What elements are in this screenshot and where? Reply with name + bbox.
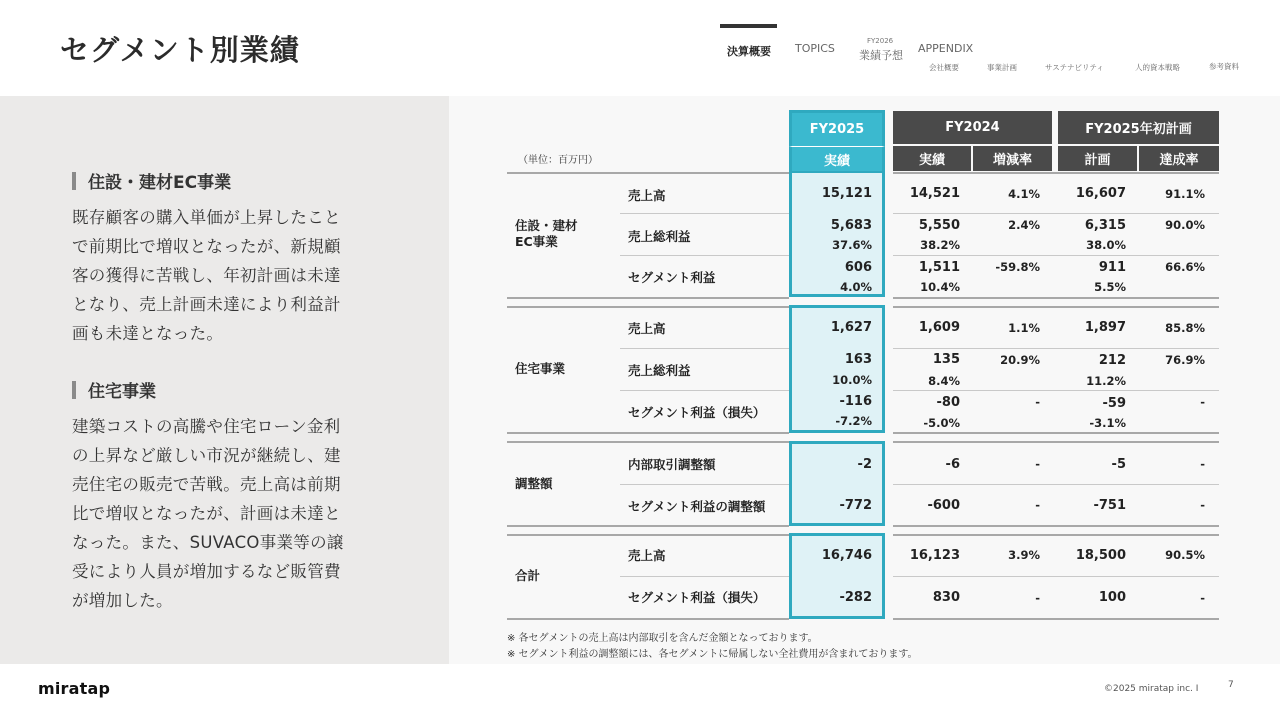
cell-fy25: 1,627 bbox=[830, 320, 872, 335]
section-divider bbox=[507, 525, 789, 527]
segment-name-total: 合計 bbox=[515, 568, 541, 583]
item-name: 売上高 bbox=[628, 321, 666, 336]
row-divider bbox=[893, 348, 1219, 349]
nav-tab-results[interactable]: 決算概要 bbox=[727, 45, 771, 58]
row-divider bbox=[620, 390, 789, 391]
ec-segment-commentary bbox=[72, 203, 378, 348]
cell-fy25-margin: 4.0% bbox=[840, 280, 872, 294]
cell-fy25: 5,683 bbox=[830, 218, 872, 233]
header-plan-rate: 達成率 bbox=[1139, 146, 1219, 171]
segment-name-line: 住設・建材 bbox=[515, 218, 578, 233]
heading-bar bbox=[72, 172, 76, 190]
cell-change: 3.9% bbox=[1008, 548, 1040, 562]
cell-fy24: 16,123 bbox=[909, 548, 960, 563]
page-number: 7 bbox=[1228, 680, 1234, 690]
commentary-line: で前期比で増収となったが、新規顧 bbox=[72, 237, 341, 256]
section-divider bbox=[893, 534, 1219, 536]
row-divider bbox=[893, 576, 1219, 577]
row-divider bbox=[893, 213, 1219, 214]
section-divider bbox=[893, 297, 1219, 299]
header-fy2025: FY2025 bbox=[789, 110, 885, 146]
row-divider bbox=[893, 390, 1219, 391]
commentary-line: 比で増収となったが、計画は未達と bbox=[72, 504, 341, 523]
fy2025-total-box bbox=[789, 533, 885, 619]
cell-plan: 16,607 bbox=[1075, 186, 1126, 201]
cell-rate: 85.8% bbox=[1165, 321, 1205, 335]
cell-fy24-margin: -5.0% bbox=[923, 416, 960, 430]
cell-fy24: 830 bbox=[932, 590, 960, 605]
cell-change: - bbox=[1035, 591, 1040, 605]
commentary-line: なった。また、SUVACO事業等の譲 bbox=[72, 533, 344, 552]
cell-change: - bbox=[1035, 395, 1040, 409]
header-fy2024: FY2024 bbox=[893, 111, 1052, 144]
cell-fy24-margin: 10.4% bbox=[920, 280, 960, 294]
cell-plan: -751 bbox=[1093, 498, 1126, 513]
cell-rate: 91.1% bbox=[1165, 187, 1205, 201]
housing-segment-commentary bbox=[72, 412, 378, 615]
commentary-line: 建築コストの高騰や住宅ローン金利 bbox=[72, 417, 341, 436]
nav-sub-business-plan[interactable]: 事業計画 bbox=[987, 63, 1017, 72]
cell-plan: 18,500 bbox=[1075, 548, 1126, 563]
item-name: 売上総利益 bbox=[628, 229, 691, 244]
cell-fy24: -80 bbox=[936, 395, 960, 410]
cell-rate: - bbox=[1200, 395, 1205, 409]
commentary-line: となり、売上計画未達により利益計 bbox=[72, 295, 341, 314]
section-divider bbox=[893, 432, 1219, 434]
item-name: 売上総利益 bbox=[628, 363, 691, 378]
cell-rate: 66.6% bbox=[1165, 260, 1205, 274]
footnote: ※ セグメント利益の調整額には、各セグメントに帰属しない全社費用が含まれております。 bbox=[507, 649, 918, 660]
cell-rate: - bbox=[1200, 457, 1205, 471]
section-divider bbox=[507, 297, 789, 299]
cell-fy25: -2 bbox=[857, 457, 872, 472]
cell-rate: 76.9% bbox=[1165, 353, 1205, 367]
cell-fy25: 15,121 bbox=[821, 186, 872, 201]
nav-tab-forecast-year: FY2026 bbox=[867, 37, 894, 45]
cell-fy25: 163 bbox=[844, 352, 872, 367]
section-divider bbox=[893, 306, 1219, 308]
commentary-line: 売住宅の販売で苦戦。売上高は前期 bbox=[72, 475, 341, 494]
cell-fy25: -116 bbox=[839, 394, 872, 409]
cell-fy24: 1,609 bbox=[918, 320, 960, 335]
commentary-line: 既存顧客の購入単価が上昇したこと bbox=[72, 208, 341, 227]
nav-tab-topics[interactable]: TOPICS bbox=[795, 42, 835, 55]
cell-plan: 6,315 bbox=[1084, 218, 1126, 233]
cell-change: - bbox=[1035, 457, 1040, 471]
item-name: セグメント利益（損失） bbox=[628, 590, 766, 605]
cell-fy24: 14,521 bbox=[909, 186, 960, 201]
cell-plan: 212 bbox=[1098, 353, 1126, 368]
section-divider bbox=[893, 618, 1219, 620]
cell-change: 4.1% bbox=[1008, 187, 1040, 201]
cell-rate: - bbox=[1200, 498, 1205, 512]
cell-plan-margin: 11.2% bbox=[1086, 374, 1126, 388]
row-divider bbox=[620, 576, 789, 577]
row-divider bbox=[893, 484, 1219, 485]
cell-rate: 90.5% bbox=[1165, 548, 1205, 562]
segment-name-housing: 住宅事業 bbox=[515, 361, 566, 376]
fy2025-adjust-box bbox=[789, 441, 885, 526]
segment-name-adjust: 調整額 bbox=[515, 476, 553, 491]
cell-change: -59.8% bbox=[995, 260, 1040, 274]
item-name: 内部取引調整額 bbox=[628, 457, 716, 472]
cell-fy25-margin: 37.6% bbox=[832, 238, 872, 252]
housing-segment-heading-text: 住宅事業 bbox=[88, 382, 156, 402]
cell-fy24-margin: 8.4% bbox=[928, 374, 960, 388]
cell-rate: - bbox=[1200, 591, 1205, 605]
item-name: セグメント利益（損失） bbox=[628, 405, 766, 420]
cell-plan: -59 bbox=[1102, 396, 1126, 411]
cell-change: 2.4% bbox=[1008, 218, 1040, 232]
copyright: ©2025 miratap inc. I bbox=[1104, 684, 1199, 694]
cell-fy24: -600 bbox=[927, 498, 960, 513]
segment-name-ec bbox=[515, 218, 578, 250]
cell-fy25-margin: 10.0% bbox=[832, 373, 872, 387]
commentary-line: の上昇など厳しい市況が継続し、建 bbox=[72, 446, 341, 465]
cell-fy25: 606 bbox=[844, 260, 872, 275]
cell-fy24: 135 bbox=[932, 352, 960, 367]
cell-plan: -5 bbox=[1111, 457, 1126, 472]
cell-change: 20.9% bbox=[1000, 353, 1040, 367]
commentary-line: 客の獲得に苦戦し、年初計画は未達 bbox=[72, 266, 341, 285]
cell-plan: 100 bbox=[1098, 590, 1126, 605]
unit-label: （単位：百万円） bbox=[518, 155, 598, 166]
cell-fy24: 1,511 bbox=[918, 260, 960, 275]
header-fy2024-change: 増減率 bbox=[973, 146, 1052, 171]
ec-segment-heading bbox=[72, 168, 231, 193]
cell-plan: 911 bbox=[1098, 260, 1126, 275]
nav-sub-human-capital[interactable]: 人的資本戦略 bbox=[1135, 63, 1180, 72]
section-divider bbox=[893, 441, 1219, 443]
section-divider bbox=[507, 441, 789, 443]
ec-segment-heading-text: 住設・建材EC事業 bbox=[88, 173, 232, 193]
heading-bar bbox=[72, 381, 76, 399]
section-divider bbox=[893, 525, 1219, 527]
row-divider bbox=[507, 172, 789, 174]
item-name: 売上高 bbox=[628, 548, 666, 563]
cell-fy24: -6 bbox=[945, 457, 960, 472]
cell-fy25: 16,746 bbox=[821, 548, 872, 563]
cell-plan-margin: -3.1% bbox=[1089, 416, 1126, 430]
nav-active-indicator bbox=[720, 24, 777, 28]
company-logo: miratap bbox=[38, 679, 111, 698]
page-title: セグメント別業績 bbox=[60, 33, 300, 67]
section-divider bbox=[507, 534, 789, 536]
cell-fy25: -772 bbox=[839, 498, 872, 513]
cell-plan: 1,897 bbox=[1084, 320, 1126, 335]
nav-tab-appendix[interactable]: APPENDIX bbox=[918, 42, 974, 55]
nav-sub-company[interactable]: 会社概要 bbox=[929, 63, 959, 72]
row-divider bbox=[620, 255, 789, 256]
item-name: セグメント利益 bbox=[628, 270, 716, 285]
row-divider bbox=[620, 348, 789, 349]
header-fy2024-actual: 実績 bbox=[893, 146, 971, 171]
section-divider bbox=[507, 306, 789, 308]
row-divider bbox=[893, 255, 1219, 256]
item-name: セグメント利益の調整額 bbox=[628, 499, 766, 514]
row-divider bbox=[893, 172, 1219, 174]
nav-sub-sustainability[interactable]: サステナビリティ bbox=[1045, 63, 1104, 72]
row-divider bbox=[620, 213, 789, 214]
section-divider bbox=[507, 432, 789, 434]
commentary-line: が増加した。 bbox=[72, 591, 173, 610]
nav-tab-forecast[interactable]: 業績予想 bbox=[859, 49, 903, 62]
footnote: ※ 各セグメントの売上高は内部取引を含んだ金額となっております。 bbox=[507, 633, 818, 644]
cell-fy25-margin: -7.2% bbox=[835, 414, 872, 428]
commentary-line: 受により人員が増加するなど販管費 bbox=[72, 562, 341, 581]
cell-fy24: 5,550 bbox=[918, 218, 960, 233]
cell-change: - bbox=[1035, 498, 1040, 512]
cell-fy25: -282 bbox=[839, 590, 872, 605]
item-name: 売上高 bbox=[628, 188, 666, 203]
cell-plan-margin: 5.5% bbox=[1094, 280, 1126, 294]
cell-rate: 90.0% bbox=[1165, 218, 1205, 232]
commentary-line: 画も未達となった。 bbox=[72, 324, 224, 343]
cell-fy24-margin: 38.2% bbox=[920, 238, 960, 252]
header-plan-value: 計画 bbox=[1058, 146, 1137, 171]
cell-change: 1.1% bbox=[1008, 321, 1040, 335]
row-divider bbox=[620, 484, 789, 485]
header-plan: FY2025年初計画 bbox=[1058, 111, 1219, 144]
nav-sub-reference[interactable]: 参考資料 bbox=[1209, 62, 1239, 71]
cell-plan-margin: 38.0% bbox=[1086, 238, 1126, 252]
section-divider bbox=[507, 618, 789, 620]
header-fy2025-actual: 実績 bbox=[789, 146, 885, 171]
segment-name-line: EC事業 bbox=[515, 234, 558, 249]
housing-segment-heading bbox=[72, 377, 156, 402]
